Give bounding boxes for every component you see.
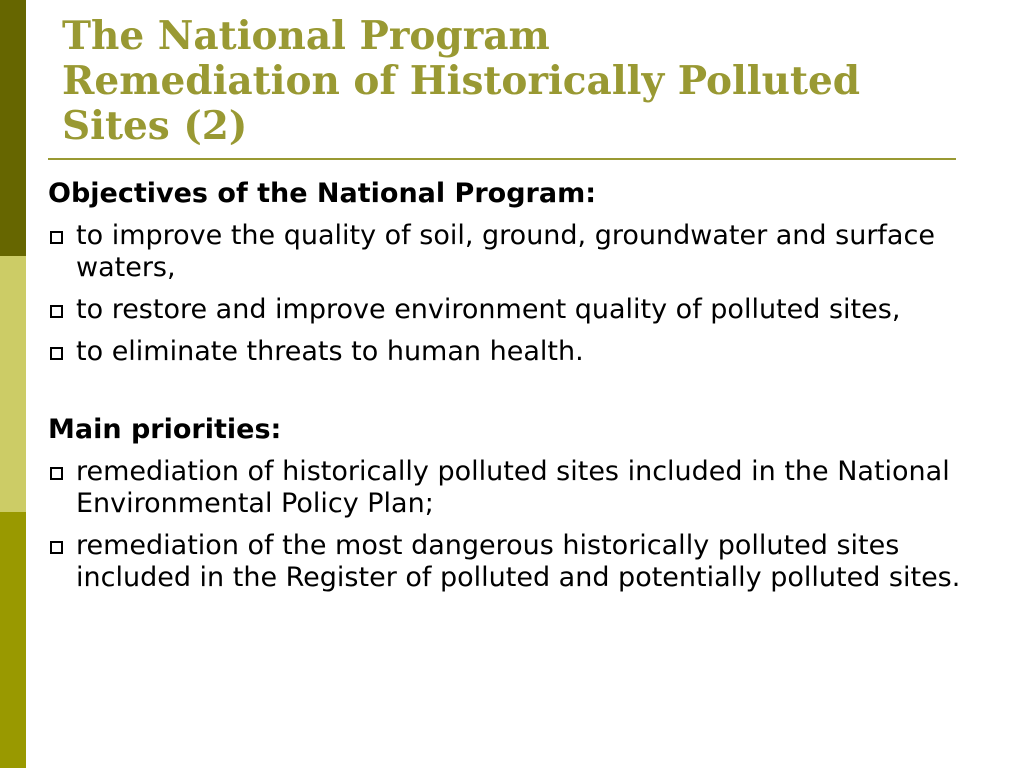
- priorities-heading: Main priorities:: [48, 414, 282, 445]
- title-divider: [48, 158, 956, 160]
- list-item-text: to restore and improve environment quality of polluted sites,: [76, 294, 901, 325]
- list-item-text: remediation of the most dangerous historically polluted sites included in the Register of polluted and potentially polluted sites.: [76, 530, 961, 593]
- list-item: [48, 530, 968, 594]
- list-item: [48, 456, 968, 520]
- list-item-text: to eliminate threats to human health.: [76, 336, 584, 367]
- title-line-1: The National Program: [62, 13, 550, 59]
- slide-content: [48, 178, 968, 604]
- side-bar-segment-middle: [0, 256, 26, 512]
- list-item-text: to improve the quality of soil, ground, groundwater and surface waters,: [76, 220, 935, 283]
- list-item: [48, 220, 968, 284]
- objectives-list: [48, 220, 968, 368]
- square-bullet-icon: [50, 467, 63, 480]
- square-bullet-icon: [50, 347, 63, 360]
- list-item-text: remediation of historically polluted sites included in the National Environmental Policy Plan;: [76, 456, 950, 519]
- side-bar-segment-top: [0, 0, 26, 256]
- title-line-3: Sites (2): [62, 103, 248, 149]
- objectives-heading: Objectives of the National Program:: [48, 178, 597, 209]
- square-bullet-icon: [50, 231, 63, 244]
- priorities-list: [48, 456, 968, 594]
- title-line-2: Remediation of Historically Polluted: [62, 58, 861, 104]
- side-bar-segment-bottom: [0, 512, 26, 768]
- slide-title: [62, 14, 962, 149]
- list-item: [48, 294, 968, 326]
- square-bullet-icon: [50, 305, 63, 318]
- square-bullet-icon: [50, 541, 63, 554]
- list-item: [48, 336, 968, 368]
- section-spacer: [48, 378, 968, 414]
